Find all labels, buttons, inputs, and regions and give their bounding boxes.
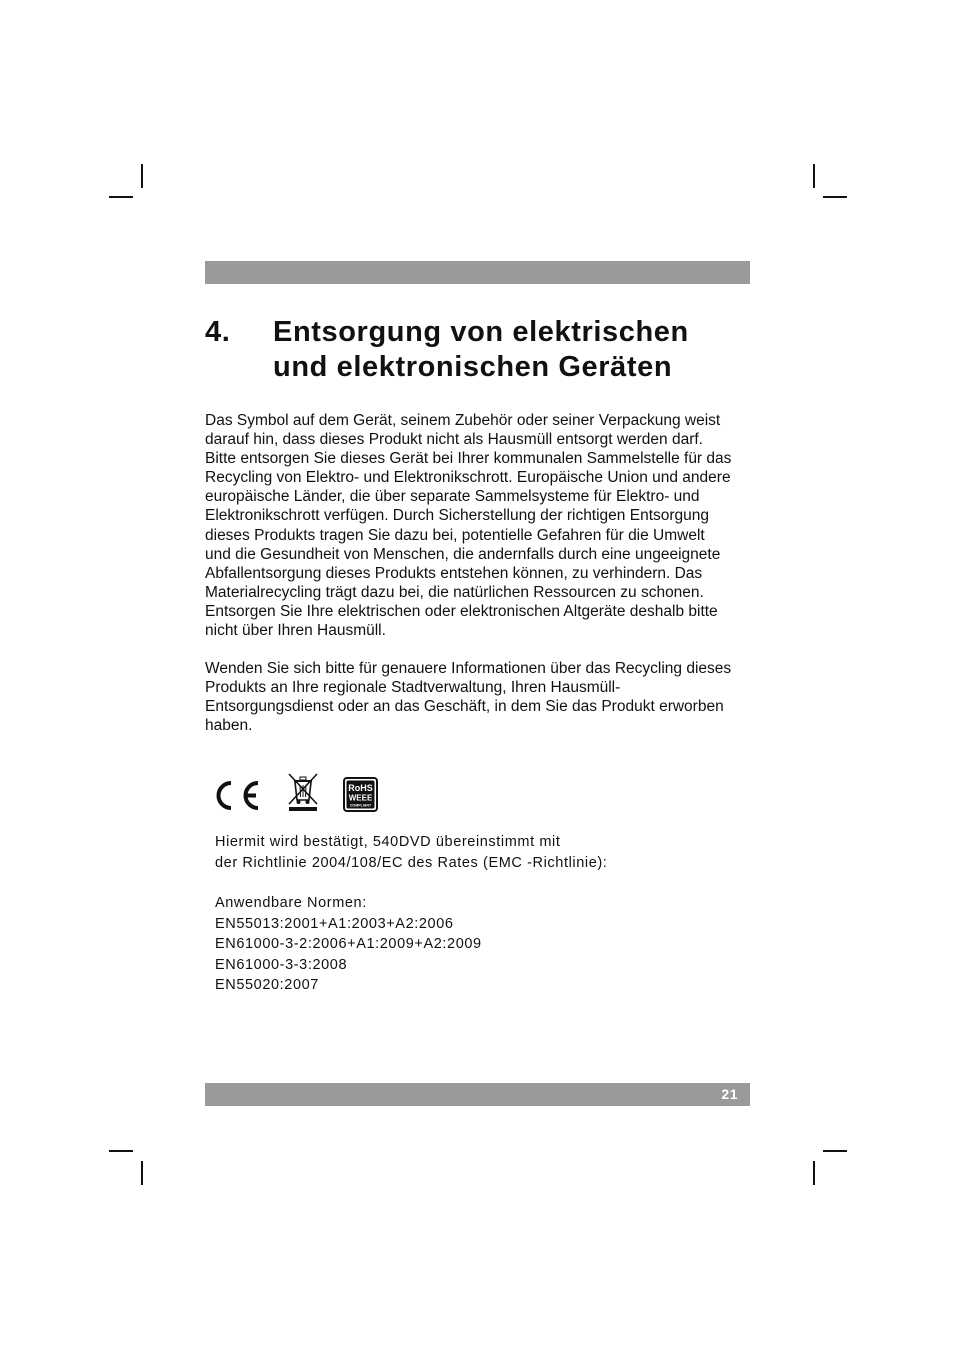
standard-item: EN55020:2007	[215, 977, 319, 993]
paragraph-line: dieses Produkts tragen Sie dazu bei, potentielle Gefahren für die Umwelt	[205, 526, 705, 544]
paragraph-line: Produkts an Ihre regionale Stadtverwaltung, Ihren Hausmüll-	[205, 679, 621, 697]
paragraph-line: Entsorgungsdienst oder an das Geschäft, in dem Sie das Produkt erworben	[205, 698, 724, 716]
paragraph-line: Wenden Sie sich bitte für genauere Informationen über das Recycling dieses	[205, 660, 732, 677]
section-title-line: und elektronischen Geräten	[273, 351, 673, 383]
standard-item: EN61000-3-3:2008	[215, 956, 348, 973]
declaration-line: der Richtlinie 2004/108/EC des Rates (EMC -Richtlinie):	[215, 854, 608, 871]
standards-label: Anwendbare Normen:	[215, 895, 367, 911]
crop-mark-top-left-v	[141, 164, 143, 188]
page-number: 21	[721, 1086, 738, 1102]
section-title	[273, 315, 689, 385]
paragraph-line: Elektronikschrott verfügen. Durch Sicherstellung der richtigen Entsorgung	[205, 507, 710, 525]
section-number: 4.	[205, 316, 231, 348]
footer-bar	[205, 1083, 750, 1106]
standard-item: EN61000-3-2:2006+A1:2009+A2:2009	[215, 936, 482, 952]
crop-mark-top-right-v	[813, 164, 815, 188]
certification-icons	[212, 770, 392, 814]
paragraph-line: Recycling von Elektro- und Elektronikschrott. Europäische Union und andere	[205, 469, 731, 487]
ce-mark-icon	[212, 779, 262, 812]
rohs-label: RoHS	[348, 783, 373, 793]
paragraph-line: haben.	[205, 717, 253, 735]
crop-mark-top-right-h	[823, 196, 847, 198]
paragraph-line: nicht über Ihren Hausmüll.	[205, 622, 386, 640]
paragraph-line: Das Symbol auf dem Gerät, seinem Zubehör oder seiner Verpackung weist	[205, 412, 721, 429]
crop-mark-bottom-left-h	[109, 1150, 133, 1152]
standard-item: EN55013:2001+A1:2003+A2:2006	[215, 915, 454, 932]
weee-label: WEEE	[348, 793, 373, 803]
compliant-label: COMPLIANT	[349, 803, 372, 808]
rohs-weee-compliant-icon	[343, 777, 378, 812]
crop-mark-bottom-right-h	[823, 1150, 847, 1152]
section-title-line: Entsorgung von elektrischen	[273, 316, 689, 348]
paragraph-line: Abfallentsorgung dieses Produkts entstehen können, zu verhindern. Das	[205, 564, 703, 582]
paragraph-line: und die Gesundheit von Menschen, die andernfalls durch eine ungeeignete	[205, 545, 721, 563]
declaration-line: Hiermit wird bestätigt, 540DVD übereinstimmt mit	[215, 834, 561, 850]
header-bar	[205, 261, 750, 284]
information-paragraph	[205, 659, 760, 735]
crossed-out-wheelie-bin-icon	[285, 770, 321, 812]
crop-mark-top-left-h	[109, 196, 133, 198]
paragraph-line: Entsorgen Sie Ihre elektrischen oder elektronischen Altgeräte deshalb bitte	[205, 602, 718, 620]
paragraph-line: Bitte entsorgen Sie dieses Gerät bei Ihrer kommunalen Sammelstelle für das	[205, 450, 732, 468]
paragraph-line: darauf hin, dass dieses Produkt nicht als Hausmüll entsorgt werden darf.	[205, 431, 703, 449]
disposal-paragraph	[205, 411, 760, 640]
crop-mark-bottom-left-v	[141, 1161, 143, 1185]
applicable-standards	[215, 893, 735, 996]
paragraph-line: europäische Länder, die über separate Sammelsysteme für Elektro- und	[205, 488, 700, 506]
crop-mark-bottom-right-v	[813, 1161, 815, 1185]
conformity-declaration	[215, 832, 735, 873]
paragraph-line: Materialrecycling trägt dazu bei, die natürlichen Ressourcen zu schonen.	[205, 583, 704, 601]
